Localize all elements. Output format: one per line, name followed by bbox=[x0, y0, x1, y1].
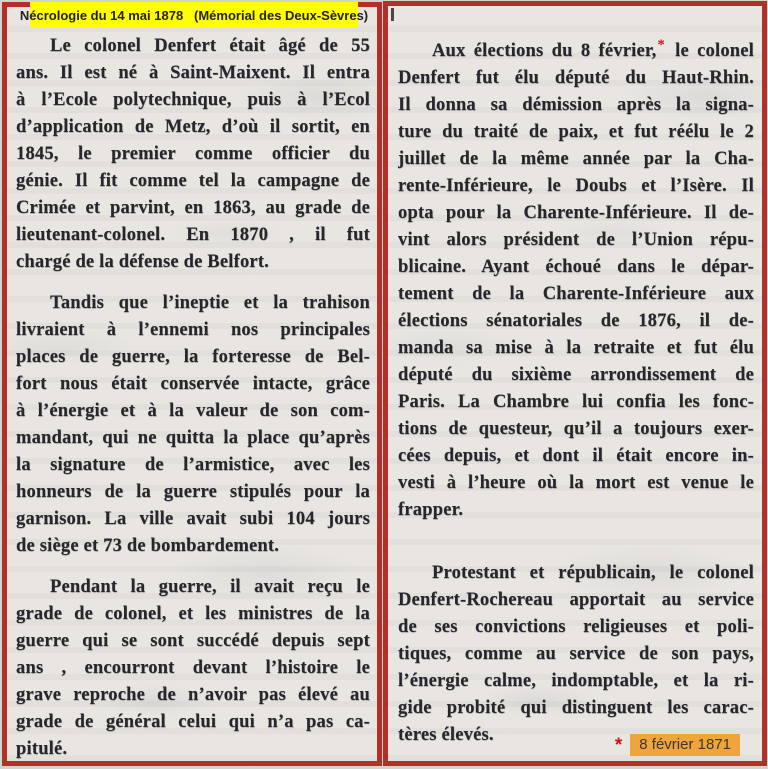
text-line: livraient à l’ennemi nos principales bbox=[16, 320, 370, 340]
text-line: Le colonel Denfert était âgé de 55 bbox=[50, 36, 370, 56]
text-line: élections sénatoriales de 1876, il de- bbox=[398, 311, 754, 332]
text-line: vint alors président de l’Union répu- bbox=[398, 230, 754, 251]
text-line: garnison. La ville avait subi 104 jours bbox=[16, 509, 370, 529]
source-annotation-highlight: Nécrologie du 14 mai 1878 (Mémorial des Deux-Sèvres) bbox=[30, 2, 358, 28]
text-line: tiques, comme au service de son pays, bbox=[398, 644, 754, 665]
paragraph bbox=[398, 32, 754, 524]
text-line: manda sa mise à la retraite et fut élu bbox=[398, 338, 754, 359]
text-line: tement de la Charente-Inférieure aux bbox=[398, 284, 754, 305]
text-line: juillet de la même année par la Cha- bbox=[398, 149, 754, 170]
text-line: Protestant et républicain, le colonel bbox=[432, 563, 754, 584]
text-line: 1845, le premier comme officier du bbox=[16, 144, 370, 164]
text-line: tions de questeur, qu’il a toujours exer- bbox=[398, 419, 754, 440]
text-line: Aux élections du 8 février,* le colonel bbox=[432, 37, 754, 62]
text-line: Crimée et parvint, en 1863, au grade de bbox=[16, 198, 370, 218]
footnote-annotation bbox=[615, 734, 740, 756]
text-line: grade de colonel, et les ministres de la bbox=[16, 604, 370, 624]
text-line: député du sixième arrondissement de bbox=[398, 365, 754, 386]
text-line: Denfert-Rochereau apportait au service bbox=[398, 590, 754, 611]
paragraph bbox=[16, 574, 370, 763]
text-line: à l’Ecole polytechnique, puis à l’Ecol bbox=[16, 90, 370, 110]
text-line: Pendant la guerre, il avait reçu le bbox=[50, 577, 370, 597]
text-line: d’application de Metz, d’où il sortit, en bbox=[16, 117, 370, 137]
text-line: lieutenant-colonel. En 1870 , il fut bbox=[16, 225, 370, 245]
text-line: ture du traité de paix, et fut réélu le 2 bbox=[398, 122, 754, 143]
text-line: ans , encourront devant l’histoire le bbox=[16, 658, 370, 678]
text-line: frapper. bbox=[398, 500, 464, 521]
paragraph bbox=[16, 33, 370, 276]
footnote-date-highlight: 8 février 1871 bbox=[630, 734, 740, 756]
text-line: Tandis que l’ineptie et la trahison bbox=[50, 293, 370, 313]
text-line: rente-Inférieure, le Doubs et l’Isère. Il bbox=[398, 176, 754, 197]
text-line: de ses convictions religieuses et poli- bbox=[398, 617, 754, 638]
text-line: grave reproche de n’avoir pas élevé au bbox=[16, 685, 370, 705]
left-column bbox=[2, 2, 382, 766]
text-line: places de guerre, la forteresse de Bel- bbox=[16, 347, 370, 367]
footnote-asterisk-ref: * bbox=[657, 37, 665, 53]
text-line: Il donna sa démission après la signa- bbox=[398, 95, 754, 116]
text-line: fort nous était conservée intacte, grâce bbox=[16, 374, 370, 394]
text-line: Denfert fut élu député du Haut-Rhin. bbox=[398, 68, 754, 89]
footnote-asterisk: * bbox=[614, 734, 623, 756]
text-line: chargé de la défense de Belfort. bbox=[16, 252, 270, 272]
text-line: à l’énergie et à la valeur de son com- bbox=[16, 401, 370, 421]
paragraph bbox=[16, 290, 370, 560]
text-line: blicaine. Ayant échoué dans le dépar- bbox=[398, 257, 754, 278]
text-line: mandant, qui ne quitta la place qu’après bbox=[16, 428, 370, 448]
scan-artifact bbox=[391, 8, 394, 21]
text-line: génie. Il fit comme tel la campagne de bbox=[16, 171, 370, 191]
text-line: ans. Il est né à Saint-Maixent. Il entra bbox=[16, 63, 370, 83]
text-line: de siège et 73 de bombardement. bbox=[16, 536, 280, 556]
text-line: gide probité qui distinguent les carac- bbox=[398, 698, 754, 719]
text-line: cées depuis, et dont il était encore in- bbox=[398, 446, 754, 467]
right-column bbox=[383, 1, 767, 766]
text-line: vesti à l’heure où la mort est venue le bbox=[398, 473, 754, 494]
text-line: la signature de l’armistice, avec les bbox=[16, 455, 370, 475]
text-line: pitulé. bbox=[16, 739, 68, 759]
paragraph bbox=[398, 560, 754, 749]
text-line: guerre qui se sont succédé depuis sept bbox=[16, 631, 370, 651]
text-line: opta pour la Charente-Inférieure. Il de- bbox=[398, 203, 754, 224]
text-line: honneurs de la guerre stipulés pour la bbox=[16, 482, 370, 502]
text-line: l’énergie calme, indomptable, et la ri- bbox=[398, 671, 754, 692]
text-line: grade de général celui qui n’a pas ca- bbox=[16, 712, 370, 732]
text-line: Paris. La Chambre lui confia les fonc- bbox=[398, 392, 754, 413]
text-line: tères élevés. bbox=[398, 725, 494, 746]
